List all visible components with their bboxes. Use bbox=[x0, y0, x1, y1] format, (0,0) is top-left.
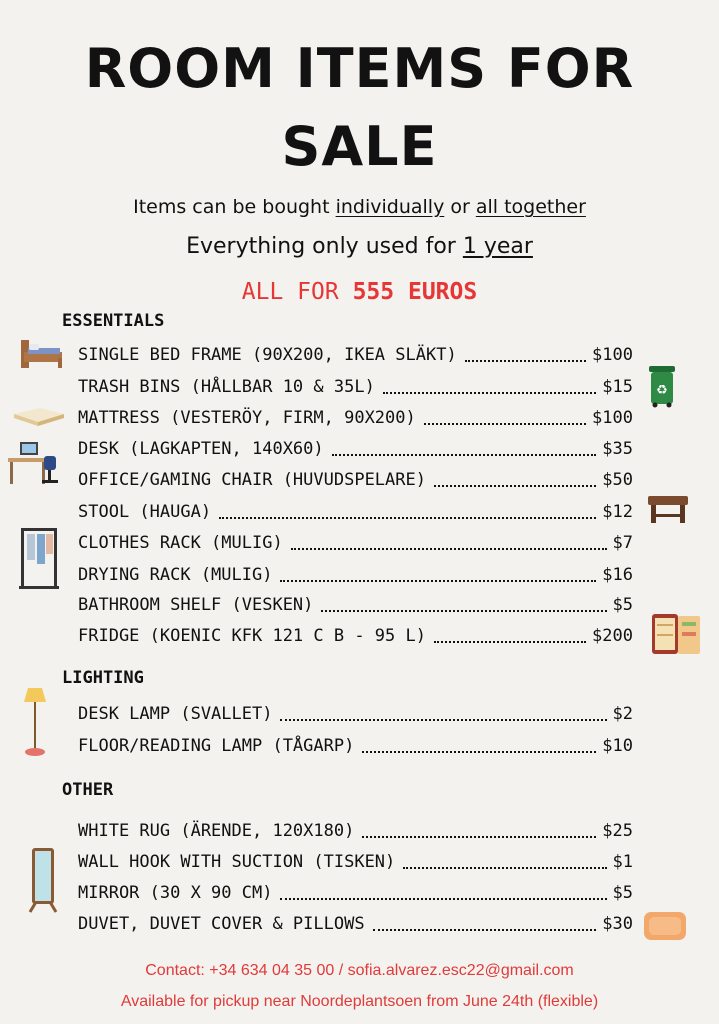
pickup-line: Available for pickup near Noordeplantsoen from June 24th (flexible) bbox=[120, 993, 599, 1010]
clothes-rack-icon bbox=[18, 522, 60, 592]
item-name: STOOL (HAUGA) bbox=[78, 502, 212, 522]
subtitle-usage bbox=[0, 234, 719, 259]
floor-lamp-icon bbox=[18, 684, 52, 760]
item-price: $25 bbox=[602, 821, 633, 841]
item-name: FRIDGE (KOENIC KFK 121 C B - 95 L) bbox=[78, 626, 426, 646]
dot-leader bbox=[383, 392, 596, 394]
section-lighting: LIGHTING bbox=[62, 668, 144, 688]
item-row bbox=[78, 437, 633, 461]
subtitle-purchase-options bbox=[0, 196, 719, 218]
item-price: $5 bbox=[612, 883, 633, 903]
dot-leader bbox=[434, 641, 586, 643]
item-price: $35 bbox=[602, 439, 633, 459]
dot-leader bbox=[362, 751, 596, 753]
page-title-line-2: SALE bbox=[281, 115, 438, 178]
item-name: TRASH BINS (HÅLLBAR 10 & 35L) bbox=[78, 377, 375, 397]
section-other: OTHER bbox=[62, 780, 114, 800]
item-name: FLOOR/READING LAMP (TÅGARP) bbox=[78, 736, 355, 756]
item-row bbox=[78, 563, 633, 587]
item-row bbox=[78, 850, 633, 874]
dot-leader bbox=[321, 610, 607, 612]
item-name: DESK LAMP (SVALLET) bbox=[78, 704, 273, 724]
item-price: $5 bbox=[612, 595, 633, 615]
item-name: CLOTHES RACK (MULIG) bbox=[78, 533, 283, 553]
one-year-underlined: 1 year bbox=[462, 234, 533, 259]
svg-text:♻: ♻ bbox=[656, 383, 668, 398]
individually-underlined: individually bbox=[335, 196, 445, 218]
item-price: $1 bbox=[612, 852, 633, 872]
fridge-icon bbox=[648, 610, 704, 658]
page-title-line-1: ROOM ITEMS FOR bbox=[84, 37, 635, 100]
item-price: $15 bbox=[602, 377, 633, 397]
dot-leader bbox=[332, 454, 596, 456]
item-row bbox=[78, 531, 633, 555]
dot-leader bbox=[424, 423, 586, 425]
item-row bbox=[78, 912, 633, 936]
item-row bbox=[78, 468, 633, 492]
item-name: MIRROR (30 X 90 CM) bbox=[78, 883, 273, 903]
item-row bbox=[78, 406, 633, 430]
all-for-amount: 555 EUROS bbox=[352, 279, 478, 305]
item-price: $30 bbox=[602, 914, 633, 934]
item-row bbox=[78, 702, 633, 726]
dot-leader bbox=[465, 360, 586, 362]
pillow-icon bbox=[640, 906, 690, 946]
item-name: DRYING RACK (MULIG) bbox=[78, 565, 273, 585]
all-for-label: ALL FOR bbox=[241, 279, 353, 305]
bed-icon bbox=[18, 336, 64, 372]
item-row bbox=[78, 734, 633, 758]
item-row bbox=[78, 593, 633, 617]
item-row bbox=[78, 881, 633, 905]
dot-leader bbox=[291, 548, 607, 550]
item-name: MATTRESS (VESTERÖY, FIRM, 90X200) bbox=[78, 408, 416, 428]
item-price: $2 bbox=[612, 704, 633, 724]
dot-leader bbox=[280, 719, 607, 721]
mattress-icon bbox=[10, 404, 66, 430]
all-for-price bbox=[0, 279, 719, 305]
dot-leader bbox=[373, 929, 596, 931]
item-row bbox=[78, 624, 633, 648]
item-row bbox=[78, 819, 633, 843]
item-name: OFFICE/GAMING CHAIR (HUVUDSPELARE) bbox=[78, 470, 426, 490]
dot-leader bbox=[219, 517, 596, 519]
dot-leader bbox=[434, 485, 596, 487]
item-name: WHITE RUG (ÄRENDE, 120X180) bbox=[78, 821, 355, 841]
section-essentials: ESSENTIALS bbox=[62, 311, 165, 331]
item-price: $50 bbox=[602, 470, 633, 490]
stool-icon bbox=[646, 492, 690, 526]
contact-line: Contact: +34 634 04 35 00 / sofia.alvarez.esc22@gmail.com bbox=[145, 962, 574, 979]
mirror-icon bbox=[26, 846, 62, 916]
dot-leader bbox=[280, 898, 607, 900]
item-price: $100 bbox=[592, 345, 633, 365]
desk-icon bbox=[6, 436, 62, 488]
item-row bbox=[78, 500, 633, 524]
item-price: $12 bbox=[602, 502, 633, 522]
subtitle-text: Items can be bought bbox=[133, 196, 336, 218]
item-price: $200 bbox=[592, 626, 633, 646]
item-price: $100 bbox=[592, 408, 633, 428]
subtitle-text: Everything only used for bbox=[186, 234, 463, 259]
item-name: SINGLE BED FRAME (90X200, IKEA SLÄKT) bbox=[78, 345, 457, 365]
dot-leader bbox=[403, 867, 607, 869]
item-name: BATHROOM SHELF (VESKEN) bbox=[78, 595, 314, 615]
trash-bin-icon bbox=[645, 362, 679, 408]
subtitle-text: or bbox=[444, 196, 476, 218]
dot-leader bbox=[362, 836, 596, 838]
item-price: $10 bbox=[602, 736, 633, 756]
item-name: DUVET, DUVET COVER & PILLOWS bbox=[78, 914, 365, 934]
item-name: DESK (LAGKAPTEN, 140X60) bbox=[78, 439, 324, 459]
item-row bbox=[78, 375, 633, 399]
item-price: $7 bbox=[612, 533, 633, 553]
item-price: $16 bbox=[602, 565, 633, 585]
all-together-underlined: all together bbox=[475, 196, 586, 218]
item-name: WALL HOOK WITH SUCTION (TISKEN) bbox=[78, 852, 396, 872]
item-row bbox=[78, 343, 633, 367]
dot-leader bbox=[280, 580, 596, 582]
